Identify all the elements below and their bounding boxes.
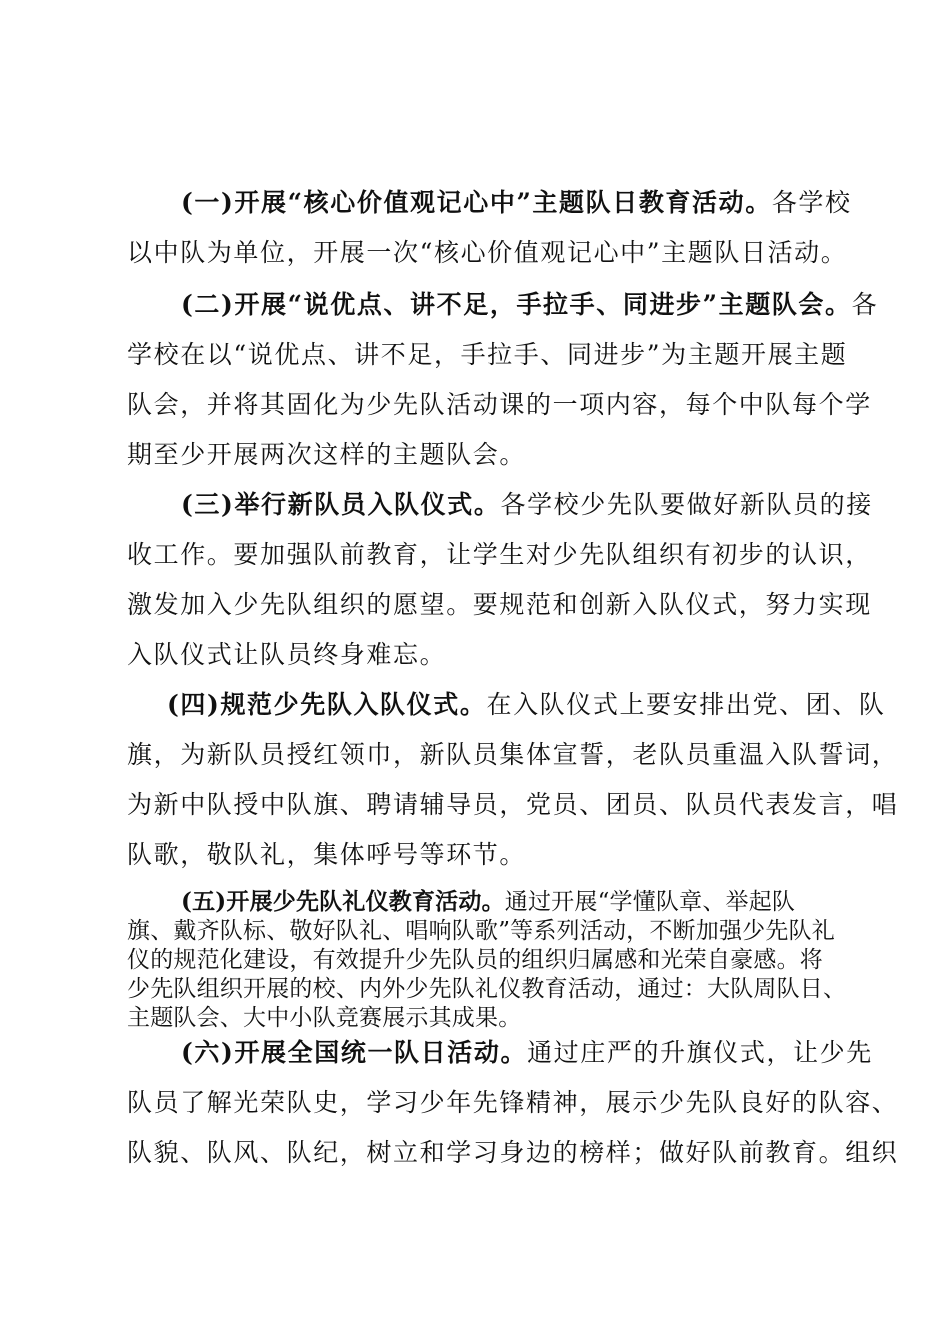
paragraph-text: 各学校	[771, 188, 852, 217]
paragraph-2	[127, 280, 879, 480]
paragraph-text: 在入队仪式上要安排出党、团、队	[486, 690, 886, 719]
paragraph-heading: (六)开展全国统一队日活动。	[181, 1038, 528, 1067]
paragraph-heading: (四)规范少先队入队仪式。	[167, 690, 487, 719]
paragraph-line: 以中队为单位，开展一次“核心价值观记心中”主题队日活动。	[127, 238, 848, 267]
paragraph-6	[127, 1028, 899, 1178]
paragraph-text: 通过开展“学懂队章、举起队	[504, 889, 796, 915]
paragraph-line: 学校在以“说优点、讲不足，手拉手、同进步”为主题开展主题	[127, 340, 848, 369]
paragraph-line: 队貌、队风、队纪，树立和学习身边的榜样；做好队前教育。组织	[127, 1138, 899, 1167]
paragraph-text: 通过庄严的升旗仪式，让少先	[527, 1038, 873, 1067]
paragraph-heading: (三)举行新队员入队仪式。	[181, 490, 501, 519]
paragraph-heading: (二)开展“说优点、讲不足，手拉手、同进步”主题队会。	[181, 290, 852, 319]
paragraph-line	[127, 480, 873, 530]
paragraph-line	[127, 1028, 873, 1078]
paragraph-heading: (一)开展“核心价值观记心中”主题队日教育活动。	[181, 188, 772, 217]
paragraph-line: 队员了解光荣队史，学习少年先锋精神，展示少先队良好的队容、	[127, 1088, 899, 1117]
paragraph-4	[127, 680, 899, 880]
paragraph-line: 为新中队授中队旗、聘请辅导员，党员、团员、队员代表发言，唱	[127, 790, 899, 819]
paragraph-line: 仪的规范化建设，有效提升少先队员的组织归属感和光荣自豪感。将	[127, 947, 823, 973]
paragraph-line	[127, 178, 852, 228]
paragraph-3	[127, 480, 873, 680]
paragraph-line: 主题队会、大中小队竞赛展示其成果。	[127, 1005, 522, 1031]
paragraph-heading: (五)开展少先队礼仪教育活动。	[181, 888, 505, 915]
paragraph-line	[127, 680, 886, 730]
paragraph-line: 队会，并将其固化为少先队活动课的一项内容，每个中队每个学	[127, 390, 872, 419]
paragraph-text: 各	[851, 290, 879, 319]
paragraph-line: 入队仪式让队员终身难忘。	[127, 640, 447, 669]
paragraph-line: 激发加入少先队组织的愿望。要规范和创新入队仪式，努力实现	[127, 590, 872, 619]
paragraph-text: 各学校少先队要做好新队员的接	[500, 490, 873, 519]
paragraph-1	[127, 178, 852, 278]
paragraph-line	[127, 280, 879, 330]
paragraph-line	[127, 887, 832, 917]
paragraph-line: 队歌，敬队礼，集体呼号等环节。	[127, 840, 527, 869]
paragraph-line: 期至少开展两次这样的主题队会。	[127, 440, 527, 469]
paragraph-line: 收工作。要加强队前教育，让学生对少先队组织有初步的认识，	[127, 540, 872, 569]
paragraph-line: 旗，为新队员授红领巾，新队员集体宣誓，老队员重温入队誓词，	[127, 740, 899, 769]
paragraph-line: 少先队组织开展的校、内外少先队礼仪教育活动，通过：大队周队日、	[127, 976, 847, 1002]
paragraph-5	[127, 887, 847, 1033]
paragraph-line: 旗、戴齐队标、敬好队礼、唱响队歌”等系列活动，不断加强少先队礼	[127, 918, 835, 944]
